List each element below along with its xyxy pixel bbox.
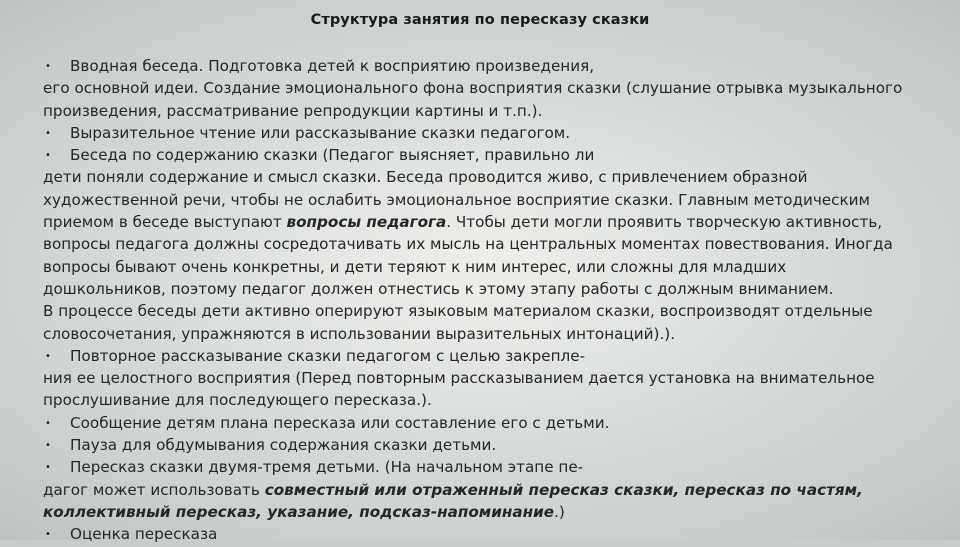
bullet-icon: • <box>45 350 51 362</box>
line-text: .) <box>554 502 565 521</box>
text-line: словосочетания, упражняются в использовании выразительных интонаций).). <box>43 324 676 343</box>
line-text: Беседа по содержанию сказки (Педагог выясняет, правильно ли <box>70 146 595 165</box>
bullet-icon: • <box>45 529 51 541</box>
bullet-icon: • <box>45 61 51 72</box>
list-item <box>43 55 943 77</box>
text-line: дети поняли содержание и смысл сказки. Беседа проводится живо, с привлечением образной <box>43 168 808 187</box>
line-text: дагог может использовать <box>43 480 265 499</box>
text-line <box>43 501 943 523</box>
bullet-icon: • <box>45 150 51 162</box>
text-line: вопросы педагога должны сосредотачивать их мысль на центральных моментах повествования. Иногда <box>43 235 893 254</box>
text-line: ния ее целостного восприятия (Перед повторным рассказыванием дается установка на внимательное <box>43 369 875 388</box>
emphasis-text: совместный или отраженный пересказ сказки, пересказ по частям, <box>264 480 863 499</box>
line-text: Оценка пересказа <box>70 525 218 544</box>
text-line <box>43 211 943 233</box>
line-text: Пересказ сказки двумя-тремя детьми. (На начальном этапе пе- <box>70 458 584 477</box>
line-text: Вводная беседа. Подготовка детей к восприятию произведения, <box>70 57 595 75</box>
text-line: вопросы бывают очень конкретны, и дети теряют к ним интерес, или сложны для младших <box>43 257 787 276</box>
line-text: Выразительное чтение или рассказывание сказки педагогом. <box>70 123 571 142</box>
list-item <box>43 523 943 545</box>
text-line: его основной идеи. Создание эмоционального фона восприятия сказки (слушание отрывка музыкального <box>43 79 903 98</box>
list-item <box>43 412 943 434</box>
line-text: Сообщение детям плана пересказа или составление его с детьми. <box>70 413 610 432</box>
slide-title: Структура занятия по пересказу сказки <box>310 12 650 28</box>
line-text: приемом в беседе выступают <box>43 213 287 232</box>
list-item <box>43 144 943 166</box>
text-line: прослушивание для последующего пересказа.). <box>43 391 432 410</box>
line-text: . Чтобы дети могли проявить творческую активность, <box>446 213 883 232</box>
text-line: дошкольников, поэтому педагог должен отнестись к этому этапу работы с должным вниманием. <box>43 279 834 298</box>
bullet-icon: • <box>45 440 51 452</box>
list-item <box>43 122 943 144</box>
bullet-icon: • <box>45 127 51 139</box>
list-item <box>43 434 943 456</box>
emphasis-text: вопросы педагога <box>286 213 447 232</box>
line-text: Пауза для обдумывания содержания сказки детьми. <box>70 436 497 455</box>
list-item <box>43 345 943 367</box>
text-line: художественной речи, чтобы не ослабить эмоциональное восприятие сказки. Главным методическим <box>43 190 870 209</box>
line-text: Повторное рассказывание сказки педагогом с целью закрепле- <box>70 346 586 365</box>
emphasis-text: коллективный пересказ, указание, подсказ-напоминание <box>43 502 555 521</box>
bullet-icon: • <box>45 417 51 429</box>
bullet-icon: • <box>45 462 51 474</box>
text-line <box>43 479 943 501</box>
text-line: произведения, рассматривание репродукции картины и т.п.). <box>43 101 543 120</box>
slide-body <box>43 55 943 546</box>
text-line: В процессе беседы дети активно оперируют языковым материалом сказки, воспроизводят отдельные <box>43 302 873 321</box>
list-item <box>43 456 943 478</box>
